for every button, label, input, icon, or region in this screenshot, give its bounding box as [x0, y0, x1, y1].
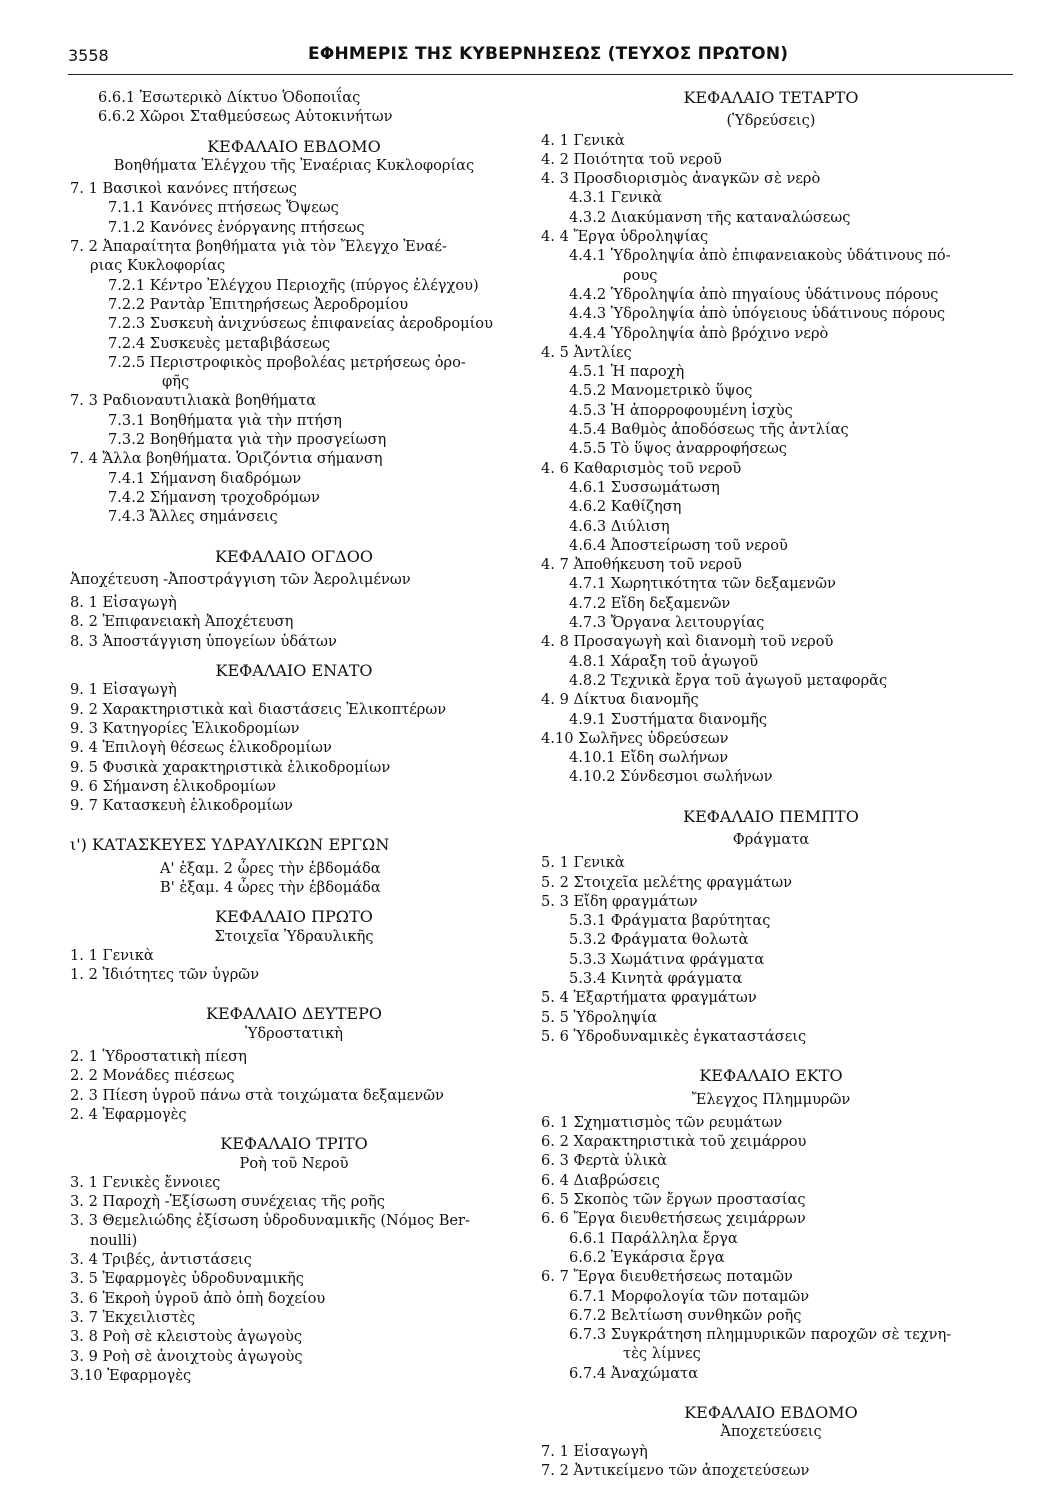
page-header — [68, 40, 1013, 75]
toc-entry: 7. 1 Εἰσαγωγὴ — [541, 1442, 648, 1460]
toc-entry: 4.6.3 Διύλιση — [569, 517, 670, 535]
toc-entry: 6.6.1 Παράλληλα ἔργα — [569, 1229, 738, 1247]
chapter-title: ΚΕΦΑΛΑΙΟ ΤΕΤΑΡΤΟ — [683, 88, 859, 107]
chapter-subtitle: Ροὴ τοῦ Νεροῦ — [239, 1154, 349, 1172]
toc-entry: 3. 1 Γενικὲς ἔννοιες — [70, 1173, 221, 1191]
chapter-title: ΚΕΦΑΛΑΙΟ ΠΡΩΤΟ — [215, 907, 373, 927]
toc-entry: 5.3.3 Χωμάτινα φράγματα — [569, 950, 765, 968]
toc-entry: 4. 4 Ἔργα ὑδροληψίας — [541, 228, 709, 246]
toc-entry: 4.5.2 Μανομετρικὸ ὕψος — [569, 382, 753, 400]
toc-entry: 4.3.2 Διακύμανση τῆς καταναλώσεως — [569, 208, 851, 226]
toc-entry: 4.7.3 Ὄργανα λειτουργίας — [569, 614, 765, 632]
toc-entry: 6. 6 Ἔργα διευθετήσεως χειμάρρων — [541, 1210, 806, 1228]
toc-entry: 4.6.4 Ἀποστείρωση τοῦ νεροῦ — [569, 536, 788, 554]
toc-entry: 5. 2 Στοιχεῖα μελέτης φραγμάτων — [541, 873, 793, 891]
toc-entry: 8. 3 Ἀποστάγγιση ὑπογείων ὑδάτων — [70, 632, 337, 650]
toc-entry: 9. 5 Φυσικὰ χαρακτηριστικὰ ἑλικοδρομίων — [70, 758, 391, 776]
toc-entry: 3. 5 Ἐφαρμογὲς ὑδροδυναμικῆς — [70, 1270, 304, 1288]
chapter-subtitle: Ἔλεγχος Πλημμυρῶν — [691, 1090, 851, 1108]
toc-entry: 4.10.2 Σύνδεσμοι σωλήνων — [569, 768, 773, 786]
toc-entry: 8. 1 Εἰσαγωγὴ — [70, 594, 177, 612]
toc-entry: 7.4.2 Σήμανση τροχοδρόμων — [108, 488, 320, 506]
toc-entry: 7.1.2 Κανόνες ἐνόργανης πτήσεως — [108, 218, 365, 236]
toc-entry: 3. 3 Θεμελιώδης ἐξίσωση ὑδροδυναμικῆς (Νόμος Ber- — [70, 1212, 470, 1230]
toc-entry: 6.7.3 Συγκράτηση πλημμυρικῶν παροχῶν σὲ τεχνη- — [569, 1326, 952, 1344]
toc-entry: 3. 9 Ροὴ σὲ ἀνοιχτοὺς ἀγωγοὺς — [70, 1347, 303, 1365]
toc-entry: 5. 5 Ὑδροληψία — [541, 1008, 658, 1026]
chapter-title: ΚΕΦΑΛΑΙΟ ΔΕΥΤΕΡΟ — [206, 1004, 382, 1024]
toc-entry: 7. 3 Ραδιοναυτιλιακὰ βοηθήματα — [70, 392, 317, 410]
toc-entry: φῆς — [162, 373, 190, 391]
toc-entry: 6. 1 Σχηματισμὸς τῶν ρευμάτων — [541, 1113, 783, 1131]
toc-entry: 5. 3 Εἴδη φραγμάτων — [541, 892, 698, 910]
toc-entry: 4. 9 Δίκτυα διανομῆς — [541, 691, 699, 709]
toc-entry: 7. 1 Βασικοὶ κανόνες πτήσεως — [70, 180, 297, 198]
toc-entry: 4.7.2 Εἴδη δεξαμενῶν — [569, 594, 731, 612]
toc-entry: 2. 2 Μονάδες πιέσεως — [70, 1067, 235, 1085]
toc-entry: 9. 2 Χαρακτηριστικὰ καὶ διαστάσεις Ἑλικοπτέρων — [70, 700, 447, 718]
page-number: 3558 — [68, 46, 109, 65]
toc-entry: 1. 1 Γενικὰ — [70, 946, 154, 964]
toc-entry: 5.3.4 Κινητὰ φράγματα — [569, 970, 743, 988]
toc-entry: 4. 2 Ποιότητα τοῦ νεροῦ — [541, 150, 722, 168]
toc-entry: 6.7.4 Ἀναχώματα — [569, 1364, 699, 1382]
toc-entry: 4.7.1 Χωρητικότητα τῶν δεξαμενῶν — [569, 575, 836, 593]
toc-entry: 7. 2 Ἀπαραίτητα βοηθήματα γιὰ τὸν Ἔλεγχο Ἐναέ- — [70, 238, 447, 256]
section-title: ι') ΚΑΤΑΣΚΕΥΕΣ ΥΔΡΑΥΛΙΚΩΝ ΕΡΓΩΝ — [70, 835, 390, 855]
left-column — [70, 88, 518, 1385]
chapter-subtitle: Ἀποχετεύσεις — [720, 1423, 822, 1441]
toc-entry: 4.5.1 Ἡ παροχὴ — [569, 363, 685, 381]
toc-entry: 7.4.1 Σήμανση διαδρόμων — [108, 469, 302, 487]
toc-entry: 5. 6 Ὑδροδυναμικὲς ἐγκαταστάσεις — [541, 1027, 807, 1045]
toc-entry: 9. 7 Κατασκευὴ ἑλικοδρομίων — [70, 797, 293, 815]
toc-entry: 7.1.1 Κανόνες πτήσεως Ὄψεως — [108, 199, 339, 217]
toc-entry: 6.6.2 Ἐγκάρσια ἔργα — [569, 1248, 725, 1266]
toc-entry: 4. 3 Προσδιορισμὸς ἀναγκῶν σὲ νερὸ — [541, 170, 821, 188]
toc-entry: 7.2.2 Ραντὰρ Ἐπιτηρήσεως Ἀεροδρομίου — [108, 295, 409, 313]
chapter-title: ΚΕΦΑΛΑΙΟ ΠΕΜΠΤΟ — [683, 806, 859, 826]
toc-entry: 6.7.1 Μορφολογία τῶν ποταμῶν — [569, 1287, 810, 1305]
toc-entry: 4.9.1 Συστήματα διανομῆς — [569, 710, 768, 728]
toc-entry: 1. 2 Ἰδιότητες τῶν ὑγρῶν — [70, 966, 260, 984]
chapter-title: ΚΕΦΑΛΑΙΟ ΟΓΔΟΟ — [215, 546, 373, 566]
semester-hours: Α' ἑξαμ. 2 ὧρες τὴν ἑβδομάδα — [160, 859, 381, 877]
chapter-subtitle: Φράγματα — [732, 830, 810, 848]
right-column — [541, 88, 1001, 1480]
chapter-subtitle: (Ὑδρεύσεις) — [726, 112, 816, 130]
chapter-subtitle: Βοηθήματα Ἐλέγχου τῆς Ἐναέριας Κυκλοφορίας — [113, 156, 475, 174]
toc-entry: 4.5.4 Βαθμὸς ἀποδόσεως τῆς ἀντλίας — [569, 421, 849, 439]
toc-entry: 9. 1 Εἰσαγωγὴ — [70, 681, 177, 699]
toc-entry: 4.10.1 Εἴδη σωλήνων — [569, 749, 729, 767]
chapter-subtitle: Στοιχεῖα Ὑδραυλικῆς — [214, 927, 374, 945]
toc-entry: 4.4.2 Ὑδροληψία ἀπὸ πηγαίους ὑδάτινους πόρους — [569, 285, 939, 303]
toc-entry: 6.6.1 Ἐσωτερικὸ Δίκτυο Ὁδοποιΐας — [98, 89, 361, 106]
toc-entry: 4.4.3 Ὑδροληψία ἀπὸ ὑπόγειους ὑδάτινους πόρους — [569, 305, 946, 323]
toc-entry: 4. 5 Ἀντλίες — [541, 343, 632, 361]
toc-entry: 4. 1 Γενικὰ — [541, 131, 625, 149]
toc-entry: 5.3.1 Φράγματα βαρύτητας — [569, 912, 771, 930]
toc-entry: 7.2.4 Συσκευὲς μεταβιβάσεως — [108, 334, 331, 352]
toc-entry: 7.3.1 Βοηθήματα γιὰ τὴν πτήση — [108, 411, 342, 429]
toc-entry: 4.8.1 Χάραξη τοῦ ἀγωγοῦ — [569, 652, 759, 670]
toc-entry: 6. 5 Σκοπὸς τῶν ἔργων προστασίας — [541, 1191, 806, 1209]
toc-entry: 7.2.3 Συσκευὴ ἀνιχνύσεως ἐπιφανείας ἀεροδρομίου — [108, 315, 493, 333]
toc-entry: 3. 6 Ἐκροὴ ὑγροῦ ἀπὸ ὀπὴ δοχείου — [70, 1289, 326, 1307]
toc-entry: 4.6.1 Συσσωμάτωση — [569, 478, 720, 496]
chapter-title: ΚΕΦΑΛΑΙΟ ΕΒΔΟΜΟ — [684, 1403, 858, 1422]
chapter-title: ΚΕΦΑΛΑΙΟ ΕΝΑΤΟ — [215, 661, 373, 681]
toc-entry: 2. 4 Ἐφαρμογὲς — [70, 1105, 187, 1123]
toc-entry: 4.8.2 Τεχνικὰ ἔργα τοῦ ἀγωγοῦ μεταφορᾶς — [569, 671, 888, 689]
toc-entry: 8. 2 Ἐπιφανειακὴ Ἀποχέτευση — [70, 613, 294, 631]
toc-entry: 6.7.2 Βελτίωση συνθηκῶν ροῆς — [569, 1306, 802, 1324]
toc-entry: 6. 4 Διαβρώσεις — [541, 1171, 660, 1189]
semester-hours: Β' ἑξαμ. 4 ὧρες τὴν ἑβδομάδα — [160, 878, 381, 896]
toc-entry: 4.10 Σωλῆνες ὑδρεύσεων — [541, 729, 729, 747]
toc-entry: 7.2.5 Περιστροφικὸς προβολέας μετρήσεως ὀρο- — [108, 353, 466, 371]
toc-entry: 4.3.1 Γενικὰ — [569, 189, 663, 207]
toc-entry: 2. 3 Πίεση ὑγροῦ πάνω στὰ τοιχώματα δεξαμενῶν — [70, 1086, 444, 1104]
toc-entry: 6.6.2 Χῶροι Σταθμεύσεως Αὐτοκινήτων — [98, 108, 393, 126]
toc-entry: 5. 4 Ἐξαρτήματα φραγμάτων — [541, 989, 757, 1007]
toc-entry: 4.5.3 Ἡ ἀπορροφουμένη ἰσχὺς — [569, 401, 793, 419]
toc-entry: 4. 8 Προσαγωγὴ καὶ διανομὴ τοῦ νεροῦ — [541, 633, 834, 651]
toc-entry: 7.4.3 Ἄλλες σημάνσεις — [108, 508, 278, 526]
chapter-title: ΚΕΦΑΛΑΙΟ ΤΡΙΤΟ — [220, 1134, 368, 1154]
chapter-title: ΚΕΦΑΛΑΙΟ ΕΚΤΟ — [699, 1066, 843, 1086]
chapter-subtitle: Ὑδροστατικὴ — [244, 1024, 344, 1042]
toc-entry: 3.10 Ἐφαρμογὲς — [70, 1366, 192, 1384]
toc-entry: 3. 2 Παροχὴ -Ἐξίσωση συνέχειας τῆς ροῆς — [70, 1193, 385, 1211]
toc-entry: ρους — [623, 266, 658, 284]
toc-entry: 7.2.1 Κέντρο Ἐλέγχου Περιοχῆς (πύργος ἐλέγχου) — [108, 276, 479, 294]
toc-entry: 3. 8 Ροὴ σὲ κλειστοὺς ἀγωγοὺς — [70, 1328, 303, 1346]
toc-entry: 5.3.2 Φράγματα θολωτὰ — [569, 931, 749, 949]
chapter-title: ΚΕΦΑΛΑΙΟ ΕΒΔΟΜΟ — [207, 136, 381, 156]
toc-entry: 9. 4 Ἐπιλογὴ θέσεως ἑλικοδρομίων — [70, 739, 332, 757]
toc-entry: 9. 3 Κατηγορίες Ἑλικοδρομίων — [70, 719, 300, 737]
toc-entry: 3. 7 Ἐκχειλιστὲς — [70, 1308, 196, 1326]
toc-entry: 4.6.2 Καθίζηση — [569, 498, 682, 516]
toc-entry: τὲς λίμνες — [623, 1345, 701, 1363]
toc-entry: 2. 1 Ὑδροστατικὴ πίεση — [70, 1048, 247, 1066]
toc-entry: 6. 7 Ἔργα διευθετήσεως ποταμῶν — [541, 1268, 793, 1286]
toc-entry: 4.4.1 Ὑδροληψία ἀπὸ ἐπιφανειακοὺς ὑδάτινους πό- — [569, 247, 951, 265]
toc-entry: 6. 3 Φερτὰ ὑλικὰ — [541, 1152, 667, 1170]
toc-entry: 7.3.2 Βοηθήματα γιὰ τὴν προσγείωση — [108, 431, 387, 449]
toc-entry: noulli) — [90, 1231, 138, 1249]
toc-entry: 4. 7 Ἀποθήκευση τοῦ νεροῦ — [541, 556, 742, 574]
toc-entry: 5. 1 Γενικὰ — [541, 854, 625, 872]
toc-entry: 7. 2 Ἀντικείμενο τῶν ἀποχετεύσεων — [541, 1461, 810, 1479]
toc-entry: 4. 6 Καθαρισμὸς τοῦ νεροῦ — [541, 459, 742, 477]
toc-entry: 6. 2 Χαρακτηριστικὰ τοῦ χειμάρρου — [541, 1133, 807, 1151]
toc-entry: 4.4.4 Ὑδροληψία ἀπὸ βρόχινο νερὸ — [569, 324, 829, 342]
chapter-subtitle: Ἀποχέτευση -Ἀποστράγγιση τῶν Ἀερολιμένων — [70, 570, 411, 588]
toc-entry: 3. 4 Τριβές, ἀντιστάσεις — [70, 1251, 252, 1269]
journal-title: ΕΦΗΜΕΡΙΣ ΤΗΣ ΚΥΒΕΡΝΗΣΕΩΣ (ΤΕΥΧΟΣ ΠΡΩΤΟΝ) — [308, 44, 789, 64]
toc-entry: 4.5.5 Τὸ ὕψος ἀναρροφήσεως — [569, 440, 787, 458]
toc-entry: 7. 4 Ἄλλα βοηθήματα. Ὁριζόντια σήμανση — [70, 450, 383, 468]
toc-entry: 9. 6 Σήμανση ἑλικοδρομίων — [70, 777, 276, 795]
toc-entry: ριας Κυκλοφορίας — [90, 257, 226, 275]
